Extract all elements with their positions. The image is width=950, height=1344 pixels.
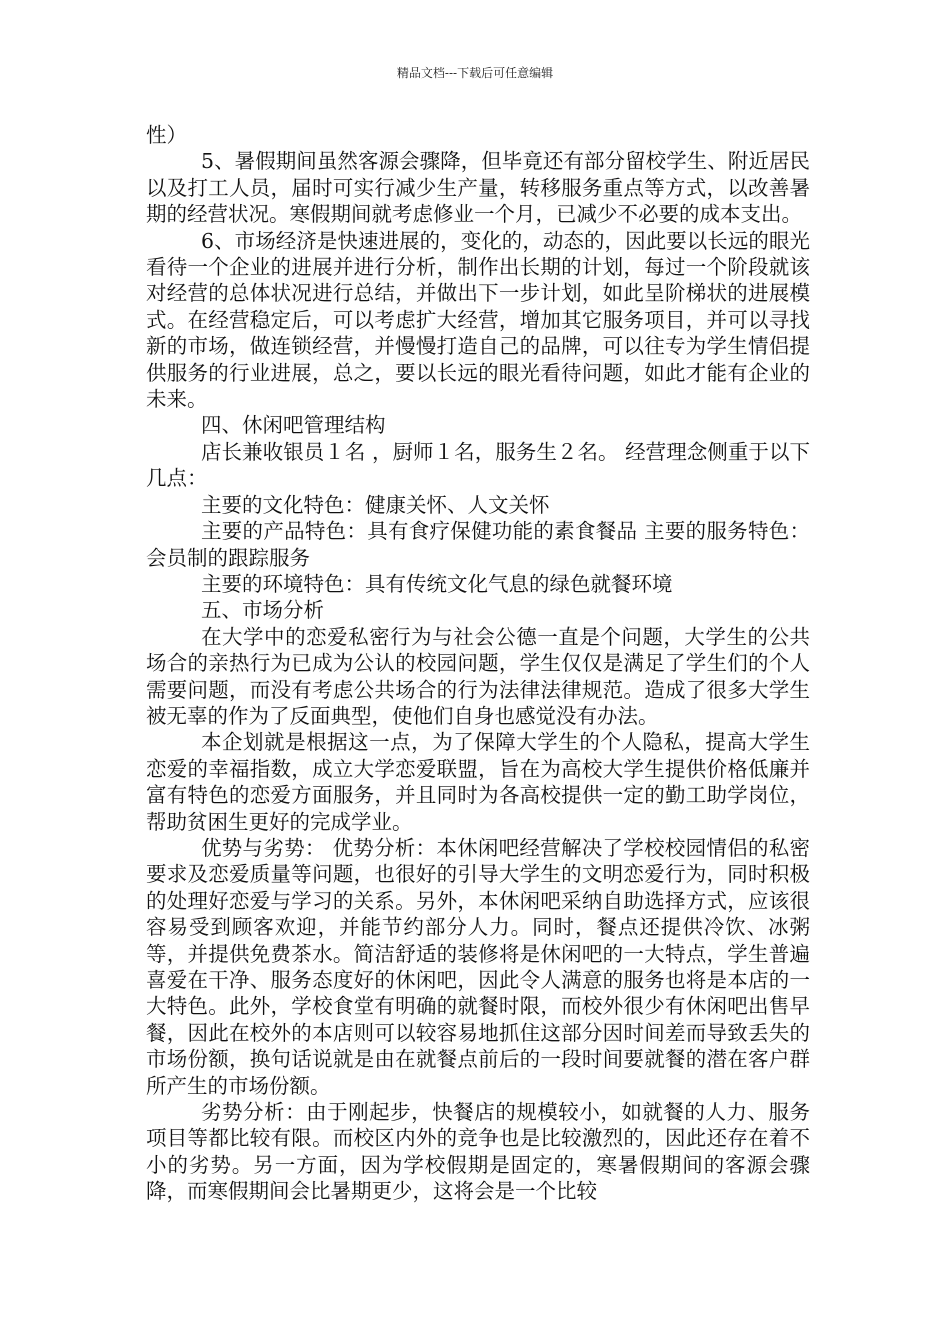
paragraph: 店长兼收银员１名 ，厨师１名，服务生２名。 经营理念侧重于以下几点：	[146, 439, 810, 491]
paragraph: 性）	[146, 123, 187, 147]
section-heading: 四、休闲吧管理结构	[201, 413, 386, 438]
paragraph: 5、暑假期间虽然客源会骤降，但毕竟还有部分留校学生、附近居民以及打工人员，届时可实行减少生产量，转移服务重点等方式，以改善暑期的经营状况。寒假期间就考虑修业一个月，已减少不必要的成本支出。	[146, 149, 810, 227]
page-header: 精品文档---下载后可任意编辑	[396, 66, 554, 80]
paragraph: 劣势分析：由于刚起步，快餐店的规模较小，如就餐的人力、服务项目等都比较有限。而校区内外的竞争也是比较激烈的，因此还存在着不小的劣势。另一方面，因为学校假期是固定的，寒暑假期间的客源会骤降，而寒假期间会比暑期更少，这将会是一个比较	[146, 1100, 810, 1204]
section-heading: 五、市场分析	[201, 598, 324, 623]
paragraph: 在大学中的恋爱私密行为与社会公德一直是个问题，大学生的公共场合的亲热行为已成为公认的校园问题，学生仅仅是满足了学生们的个人需要问题，而没有考虑公共场合的行为法律法律规范。造成了很多大学生被无辜的作为了反面典型，使他们自身也感觉没有办法。	[146, 624, 810, 728]
paragraph: 6、市场经济是快速进展的，变化的，动态的，因此要以长远的眼光看待一个企业的进展并进行分析，制作出长期的计划，每过一个阶段就该对经营的总体状况进行总结，并做出下一步计划，如此呈阶梯状的进展模式。在经营稳定后，可以考虑扩大经营，增加其它服务项目，并可以寻找新的市场，做连锁经营，并慢慢打造自己的品牌，可以往专为学生情侣提供服务的行业进展，总之，要以长远的眼光看待问题，如此才能有企业的未来。	[146, 228, 810, 412]
document-body	[146, 122, 810, 1205]
paragraph: 主要的产品特色：具有食疗保健功能的素食餐品 主要的服务特色：会员制的跟踪服务	[146, 519, 810, 570]
paragraph: 本企划就是根据这一点，为了保障大学生的个人隐私，提高大学生恋爱的幸福指数，成立大学恋爱联盟，旨在为高校大学生提供价格低廉并富有特色的恋爱方面服务，并且同时为各高校提供一定的勤工助学岗位，帮助贫困生更好的完成学业。	[146, 730, 810, 834]
paragraph: 主要的环境特色：具有传统文化气息的绿色就餐环境	[201, 571, 673, 596]
paragraph: 主要的文化特色：健康关怀、人文关怀	[201, 492, 550, 517]
paragraph: 优势与劣势： 优势分析：本休闲吧经营解决了学校校园情侣的私密要求及恋爱质量等问题，也很好的引导大学生的文明恋爱行为，同时积极的处理好恋爱与学习的关系。另外，本休闲吧采纳自助选择方式，应该很容易受到顾客欢迎，并能节约部分人力。同时，餐点还提供冷饮、冰粥等，并提供免费茶水。简洁舒适的装修将是休闲吧的一大特点，学生普遍喜爱在干净、服务态度好的休闲吧，因此令人满意的服务也将是本店的一大特色。此外，学校食堂有明确的就餐时限，而校外很少有休闲吧出售早餐，因此在校外的本店则可以较容易地抓住这部分因时间差而导致丢失的市场份额，换句话说就是由在就餐点前后的一段时间要就餐的潜在客户群所产生的市场份额。	[146, 835, 810, 1098]
